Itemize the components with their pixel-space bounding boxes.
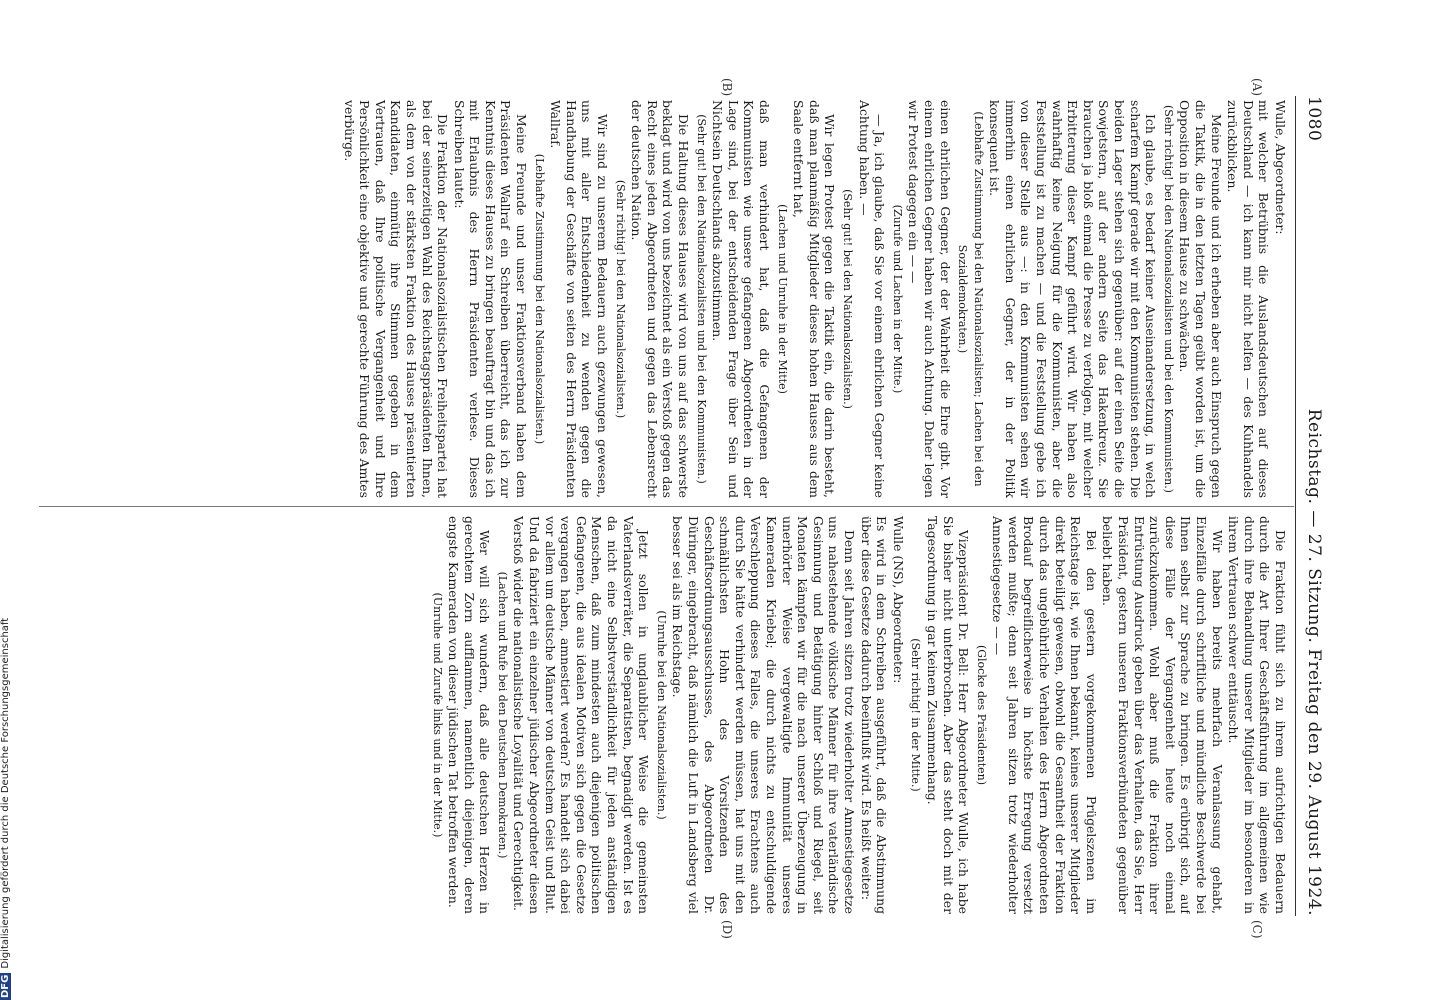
paragraph: Wer will sich wundern, daß alle deutschen Herzen in gerechtem Zorn aufflammen, namentlich diejenigen, deren engste Kameraden von dieser jüdischen Tat betroffen werden. — [446, 516, 493, 914]
interjection: (Zurufe und Lachen in der Mitte.) — [890, 204, 904, 394]
interjection: (Sehr richtig! bei den Nationalsozialisten.) — [613, 179, 627, 419]
session-title: Reichstag. — 27. Sitzung. — [1304, 408, 1324, 644]
interjection: (Lachen und Rufe bei den Deutschen Demokraten.) — [495, 571, 509, 859]
paragraph: Wir legen Protest gegen die Taktik ein, die darin besteht, daß man planmäßig Mitglieder dieses hohen Hauses aus dem Saale entfernt hat, — [791, 100, 838, 498]
interjection: (Lebhafte Zustimmung bei den Nationalsozialisten; Lachen bei den Sozialdemokraten.) — [956, 111, 985, 487]
page-header — [1298, 96, 1324, 916]
paragraph: Die Fraktion fühlt sich zu ihrem aufrichtigen Bedauern durch die Art Ihrer Geschäftsführung im allgemeinen wie durch ihre Behandlung unserer Mitglieder im besonderen in ihrem Vertrauen schwer enttäuscht. — [1226, 516, 1288, 914]
margin-mark-d: (D) — [720, 920, 734, 939]
margin-mark-a: (A) — [1250, 78, 1264, 97]
speaker-line: Wulle, Abgeordneter: — [1273, 100, 1288, 235]
left-column — [43, 100, 1288, 498]
paragraph: einen ehrlichen Gegner, der der Wahrheit die Ehre gibt. Vor einem ehrlichen Gegner haben wir auch Achtung. Daher legen wir Protest dagegen ein — — — [906, 100, 953, 498]
session-date: Freitag den 29. August 1924. — [1304, 648, 1324, 916]
interjection: (Lebhafte Zustimmung bei den Nationalsozialisten.) — [532, 153, 546, 445]
paragraph: Es wird in dem Schreiben ausgeführt, daß die Abstimmung über diese Gesetze dadurch beeinflußt wird. Es heißt weiter: — [858, 516, 890, 914]
paragraph: Meine Freunde und unser Fraktionsverband haben dem Präsidenten Wallraf ein Schreiben überreicht, das ich zur Kenntnis dieses Hauses zu bringen beauftragt bin und das ich mit Erlaubnis des Herrn Präsidenten verlese. Dieses Schreiben lautet: — [451, 100, 530, 498]
paragraph: Meine Freunde und ich erheben aber auch Einspruch gegen die Taktik, die in den letzten Tagen geübt worden ist, um die Opposition in diesem Hause zu schwächen. — [1177, 100, 1224, 498]
interjection: (Lachen und Unruhe in der Mitte) — [775, 204, 789, 394]
paragraph: Ich glaube, es bedarf keiner Auseinandersetzung, in welch scharfem Kampf gerade wir mit den Kommunisten stehen. Die beiden Lager stehen sich gegenüber: auf der einen Seite die Sowjetstern, auf der andern Seite das Hakenkreuz. Sie brauchen ja bloß einmal die Presse zu verfolgen, mit welcher Erbitterung dieser Kampf geführt wird. Wir haben also wahrhaftig keine Neigung für die Kommunisten, aber die Feststellung ist zu machen — und die Feststellung gebe ich von dieser Stelle aus —: in den Kommunisten sehen wir immerhin einen ehrlichen Gegner, der in der Politik konsequent ist. — [987, 100, 1159, 498]
interjection: (Sehr gut! bei den Nationalsozialisten.) — [840, 189, 854, 409]
paragraph: Jetzt sollen in unglaublicher Weise die gemeinsten Vaterlandsverräter, die Separatisten, begnadigt werden. Ist es da nicht eine Selbstverständlichkeit für jeden anständigen Menschen, daß zum mindesten auch diejenigen politischen Gefangenen, die aus idealen Motiven sich gegen die Gesetze vergangen haben, amnestiert werden? Es handelt sich dabei vor allem um deutsche Männer von deutschem Geist und Blut. Und da fabriziert ein einzelner jüdischer Abgeordneter diesen Verstoß wider die nationalistische Loyalität und Gerechtigkeit. — [511, 516, 652, 914]
interjection: (Unruhe und Zurufe links und in der Mitte.) — [430, 592, 444, 838]
interjection: (Sehr richtig! in der Mitte.) — [909, 638, 923, 792]
paragraph: daß man verhindert hat, daß die Gefangenen der Kommunisten wie unsere gefangenen Abgeordneten in der Lage sind, bei der entscheidenden Frage über Sein und Nichtsein Deutschlands abzustimmen. — [710, 100, 772, 498]
right-column — [43, 516, 1288, 914]
paragraph: Wir haben bereits mehrfach Veranlassung gehabt, Einzelfälle durch schriftliche und mündliche Beschwerde bei Ihnen selbst zur Sprache zu bringen. Es erübrigt sich, auf diese Fälle der Vergangenheit heute noch einmal zurückzukommen. Wohl aber muß die Fraktion ihrer Entrüstung Ausdruck geben über das Verhalten, das Sie, Herr Präsident, gestern unseren Fraktionsverbündeten gegenüber beliebt haben. — [1100, 516, 1225, 914]
margin-mark-c: (C) — [1250, 920, 1264, 939]
column-divider — [39, 506, 1294, 507]
paragraph: Bei den gestern vorgekommenen Prügelszenen im Reichstage ist, wie Ihnen bekannt, keines unserer Mitglieder direkt beteiligt gewesen, obwohl die Gesamtheit der Fraktion durch das ungebührliche Verhalten des Herrn Abgeordneten Brodauf begreiflicherweise in höchste Erregung versetzt werden mußte; denn seit Jahren sitzen trotz wiederholter Amnestiegesetze — — — [990, 516, 1099, 914]
interjection: (Glocke des Präsidenten) — [974, 644, 988, 786]
paragraph: Die Fraktion der Nationalsozialistischen Freiheitspartei hat bei der seinerzeitigen Wahl des Reichstagspräsidenten Ihnen, als dem von der stärksten Fraktion des Hauses präsentierten Kandidaten, einmütig ihre Stimmen gegeben in dem Vertrauen, daß Ihre politische Vergangenheit und Ihre Persönlichkeit eine objektive und gerechte Führung des Amtes verbürge. — [341, 100, 451, 498]
interjection: (Unruhe bei den Nationalsozialisten.) — [654, 610, 668, 820]
paragraph: Wir sind zu unserem Bedauern auch gezwungen gewesen, uns mit aller Entschiedenheit zu wenden gegen die Handhabung der Geschäfte von seiten des Herrn Präsidenten Wallraf. — [548, 100, 611, 498]
paragraph: — Ja, ich glaube, daß Sie vor einem ehrlichen Gegner keine Achtung haben. — — [856, 100, 888, 498]
page-number: 1080 — [1304, 96, 1324, 142]
funding-note: Digitalisierung gefördert durch die Deutsche Forschungsgemeinschaft — [0, 617, 11, 969]
interjection: (Sehr richtig! bei den Nationalsozialisten und bei den Kommunisten.) — [1161, 105, 1175, 493]
paragraph: Denn seit Jahren sitzen trotz wiederholter Amnestiegesetze uns nahestehende völkische Männer für ihre vaterländische Gesinnung und Betätigung hinter Schloß und Riegel, seit Monaten kämpfen wir für die nach unserer Überzeugung in unerhörter Weise vergewaltigte Immunität unseres Kameraden Kriebel; die durch nichts zu entschuldigende Verschleppung dieses Falles, die unseres Erachtens auch durch Sie hätte verhindert werden müssen, hat uns mit den schmählichsten Hohn des Vorsitzenden des Geschäftsordnungsausschusses, des Abgeordneten Dr. Düringer, eingebracht, daß nämlich die Luft in Landsberg viel besser sei als im Reichstage. — [670, 516, 857, 914]
header-rule — [1295, 96, 1296, 916]
margin-mark-b: (B) — [720, 78, 734, 97]
interjection: (Sehr gut! bei den Nationalsozialisten und bei den Kommunisten.) — [694, 114, 708, 484]
speaker-line: Wulle (NS), Abgeordneter: — [890, 516, 906, 684]
paragraph: Die Haltung dieses Hauses wird von uns auf das schwerste beklagt und wird von uns bezeichnet als ein Verstoß gegen das Recht eines jeden Abgeordneten und gegen das Lebensrecht der deutschen Nation. — [629, 100, 692, 498]
funding-footer — [0, 0, 14, 1000]
dfg-logo: DFG — [0, 974, 11, 998]
paragraph: mit welcher Betrübnis die Auslandsdeutschen auf dieses Deutschland — ich kann mir nicht helfen — des Kuhhandels zurückblicken. — [1225, 100, 1272, 498]
paragraph: Vizepräsident Dr. Bell: Herr Abgeordneter Wulle, ich habe Sie bisher nicht unterbrochen. Aber das steht doch mit der Tagesordnung in gar keinem Zusammenhang. — [924, 516, 972, 914]
